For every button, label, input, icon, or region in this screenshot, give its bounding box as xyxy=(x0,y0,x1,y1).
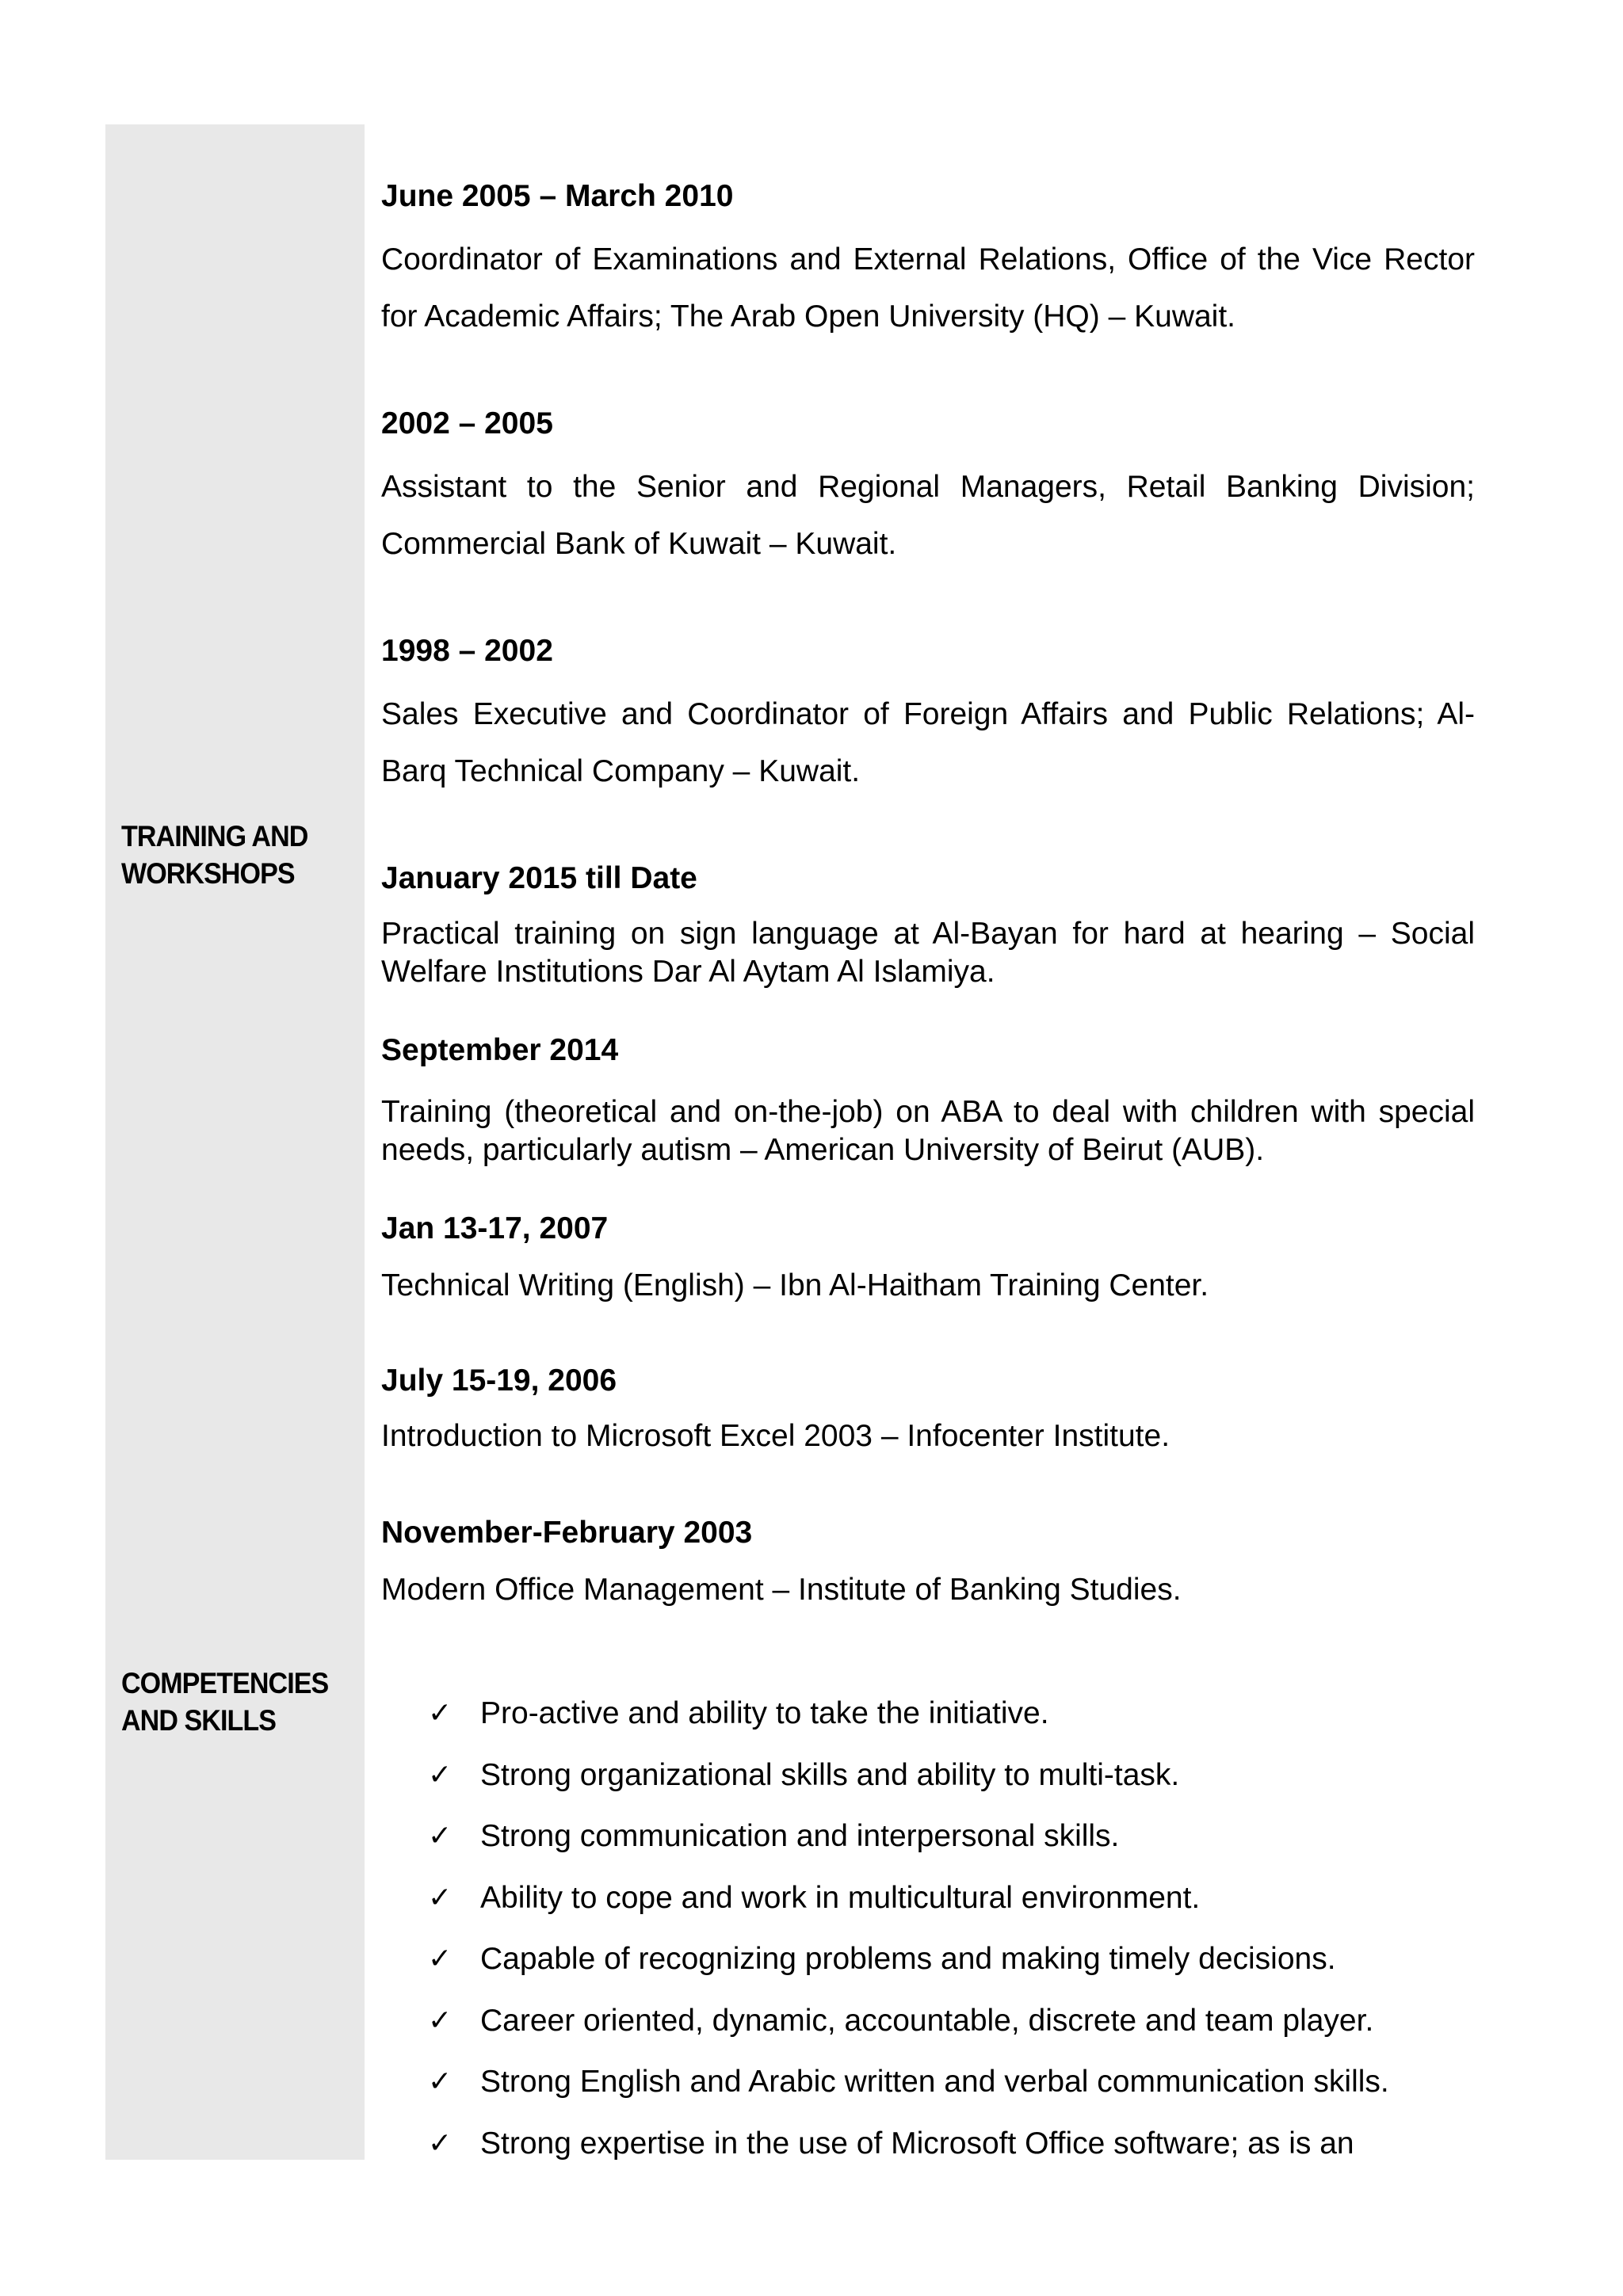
list-item xyxy=(428,2051,1490,2113)
skill-text: Strong communication and interpersonal skills. xyxy=(480,1819,1120,1853)
training-date: November-February 2003 xyxy=(381,1516,753,1550)
skill-text: Strong expertise in the use of Microsoft Office software; as is an xyxy=(480,2126,1354,2161)
experience-entry xyxy=(381,405,1475,573)
training-entry xyxy=(381,1514,1475,1609)
checkmark-icon: ✓ xyxy=(428,2004,453,2037)
experience-description: Coordinator of Examinations and External Relations, Office of the Vice Rector for Academic Affairs; The Arab Open University (HQ) – Kuwait. xyxy=(381,242,1475,334)
section-sidebar xyxy=(105,124,365,2160)
list-item xyxy=(428,1806,1490,1867)
list-item xyxy=(428,1990,1490,2052)
skill-text: Ability to cope and work in multicultural environment. xyxy=(480,1880,1201,1915)
list-item xyxy=(428,1745,1490,1806)
skill-text: Strong organizational skills and ability to multi-task. xyxy=(480,1757,1180,1792)
checkmark-icon: ✓ xyxy=(428,2065,453,2098)
checkmark-icon: ✓ xyxy=(428,1881,453,1914)
skill-text: Capable of recognizing problems and making timely decisions. xyxy=(480,1942,1336,1976)
training-entry xyxy=(381,1362,1475,1455)
competencies-section-label: COMPETENCIES AND SKILLS xyxy=(121,1667,329,1737)
checkmark-icon: ✓ xyxy=(428,1697,453,1730)
experience-entry xyxy=(381,177,1475,345)
training-entry xyxy=(381,1210,1475,1305)
skill-text: Strong English and Arabic written and verbal communication skills. xyxy=(480,2065,1389,2099)
experience-description: Sales Executive and Coordinator of Foreign Affairs and Public Relations; Al-Barq Technical Company – Kuwait. xyxy=(381,697,1475,788)
training-entry xyxy=(381,1032,1475,1169)
training-description: Introduction to Microsoft Excel 2003 – Infocenter Institute. xyxy=(381,1419,1170,1453)
checkmark-icon: ✓ xyxy=(428,1943,453,1975)
training-description: Technical Writing (English) – Ibn Al-Haitham Training Center. xyxy=(381,1268,1209,1302)
training-section-label: TRAINING AND WORKSHOPS xyxy=(121,820,308,890)
experience-entry xyxy=(381,632,1475,800)
training-entry xyxy=(381,860,1475,991)
checkmark-icon: ✓ xyxy=(428,2126,453,2160)
list-item xyxy=(428,2113,1490,2175)
list-item xyxy=(428,1867,1490,1929)
checkmark-icon: ✓ xyxy=(428,1820,453,1852)
training-date: January 2015 till Date xyxy=(381,861,697,895)
list-item xyxy=(428,1683,1490,1745)
training-date: July 15-19, 2006 xyxy=(381,1363,617,1398)
list-item xyxy=(428,1928,1490,1990)
training-date: September 2014 xyxy=(381,1033,619,1067)
skills-list xyxy=(428,1683,1490,2174)
checkmark-icon: ✓ xyxy=(428,1758,453,1791)
training-description: Training (theoretical and on-the-job) on ABA to deal with children with special needs, particularly autism – American University of Beirut (AUB). xyxy=(381,1095,1475,1167)
skill-text: Career oriented, dynamic, accountable, discrete and team player. xyxy=(480,2003,1374,2038)
experience-date: June 2005 – March 2010 xyxy=(381,179,734,213)
experience-description: Assistant to the Senior and Regional Managers, Retail Banking Division; Commercial Bank of Kuwait – Kuwait. xyxy=(381,470,1475,561)
experience-date: 1998 – 2002 xyxy=(381,634,553,668)
training-date: Jan 13-17, 2007 xyxy=(381,1211,609,1245)
experience-date: 2002 – 2005 xyxy=(381,406,553,441)
training-description: Modern Office Management – Institute of Banking Studies. xyxy=(381,1573,1182,1607)
skill-text: Pro-active and ability to take the initiative. xyxy=(480,1696,1049,1730)
training-description: Practical training on sign language at Al-Bayan for hard at hearing – Social Welfare Institutions Dar Al Aytam Al Islamiya. xyxy=(381,917,1475,989)
